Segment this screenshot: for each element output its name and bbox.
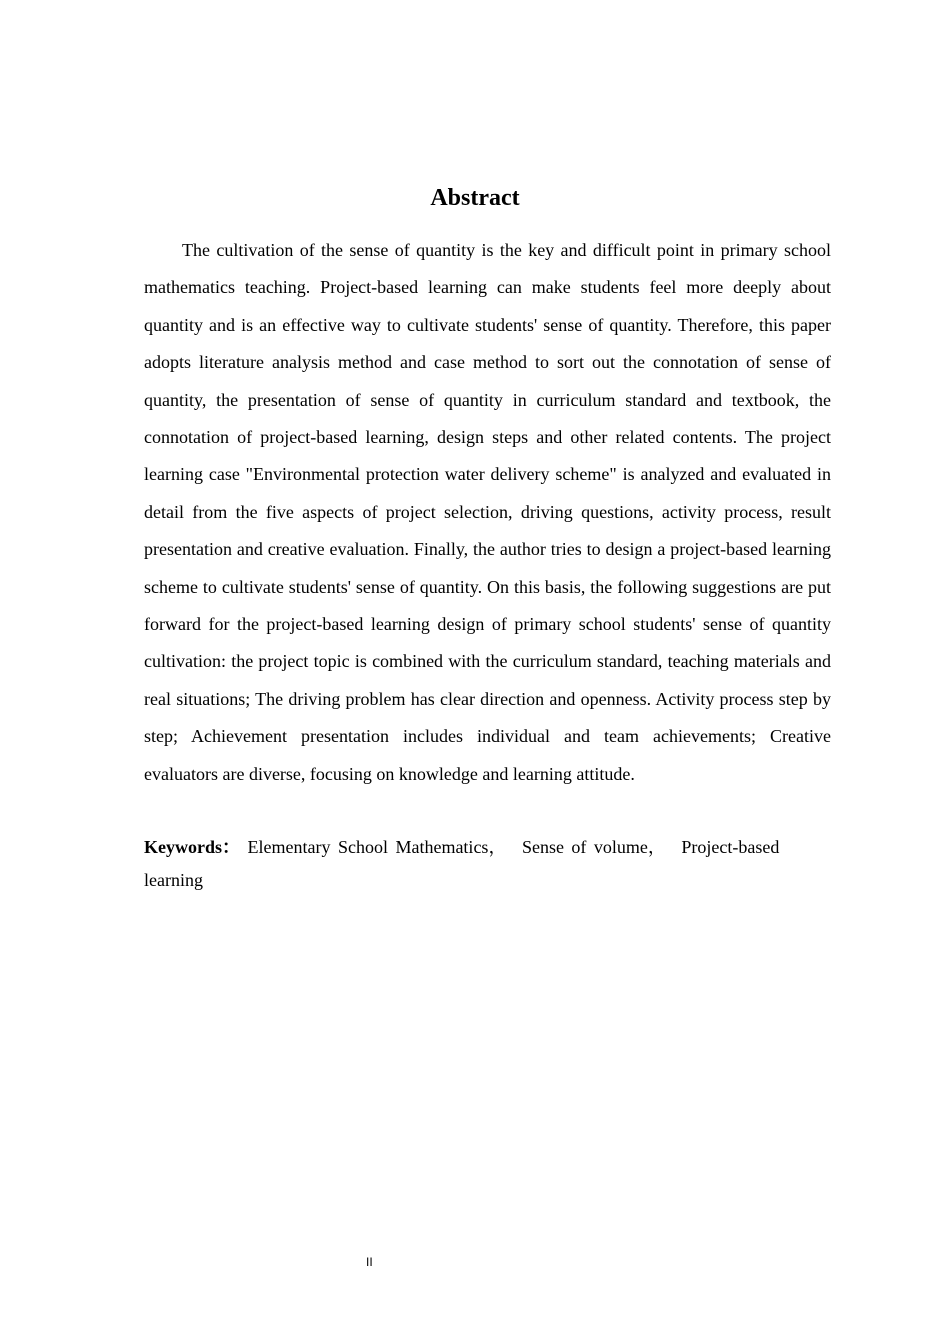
page-number: II <box>366 1255 373 1269</box>
keywords-label: Keywords： <box>144 837 240 857</box>
keyword-item: Sense of volume <box>521 837 648 857</box>
abstract-title: Abstract <box>430 185 520 211</box>
keywords-line <box>144 831 831 897</box>
keyword-separator: ， <box>488 837 507 857</box>
keyword-item: Project-based learning <box>144 837 780 890</box>
abstract-paragraph: The cultivation of the sense of quantity is the key and difficult point in primary school mathematics teaching. Project-based learning can make students feel more deeply about quantity and is an effective way to cultivate students' sense of quantity. Therefore, this paper adopts literature analysis method and case method to sort out the connotation of sense of quantity, the presentation of sense of quantity in curriculum standard and textbook, the connotation of project-based learning, design steps and other related contents. The project learning case "Environmental protection water delivery scheme" is analyzed and evaluated in detail from the five aspects of project selection, driving questions, activity process, result presentation and creative evaluation. Finally, the author tries to design a project-based learning scheme to cultivate students' sense of quantity. On this basis, the following suggestions are put forward for the project-based learning design of primary school students' sense of quantity cultivation: the project topic is combined with the curriculum standard, teaching materials and real situations; The driving problem has clear direction and openness. Activity process step by step; Achievement presentation includes individual and team achievements; Creative evaluators are diverse, focusing on knowledge and learning attitude. <box>144 240 831 784</box>
keyword-item: Elementary School Mathematics <box>247 837 489 857</box>
keyword-separator: ， <box>647 837 666 857</box>
